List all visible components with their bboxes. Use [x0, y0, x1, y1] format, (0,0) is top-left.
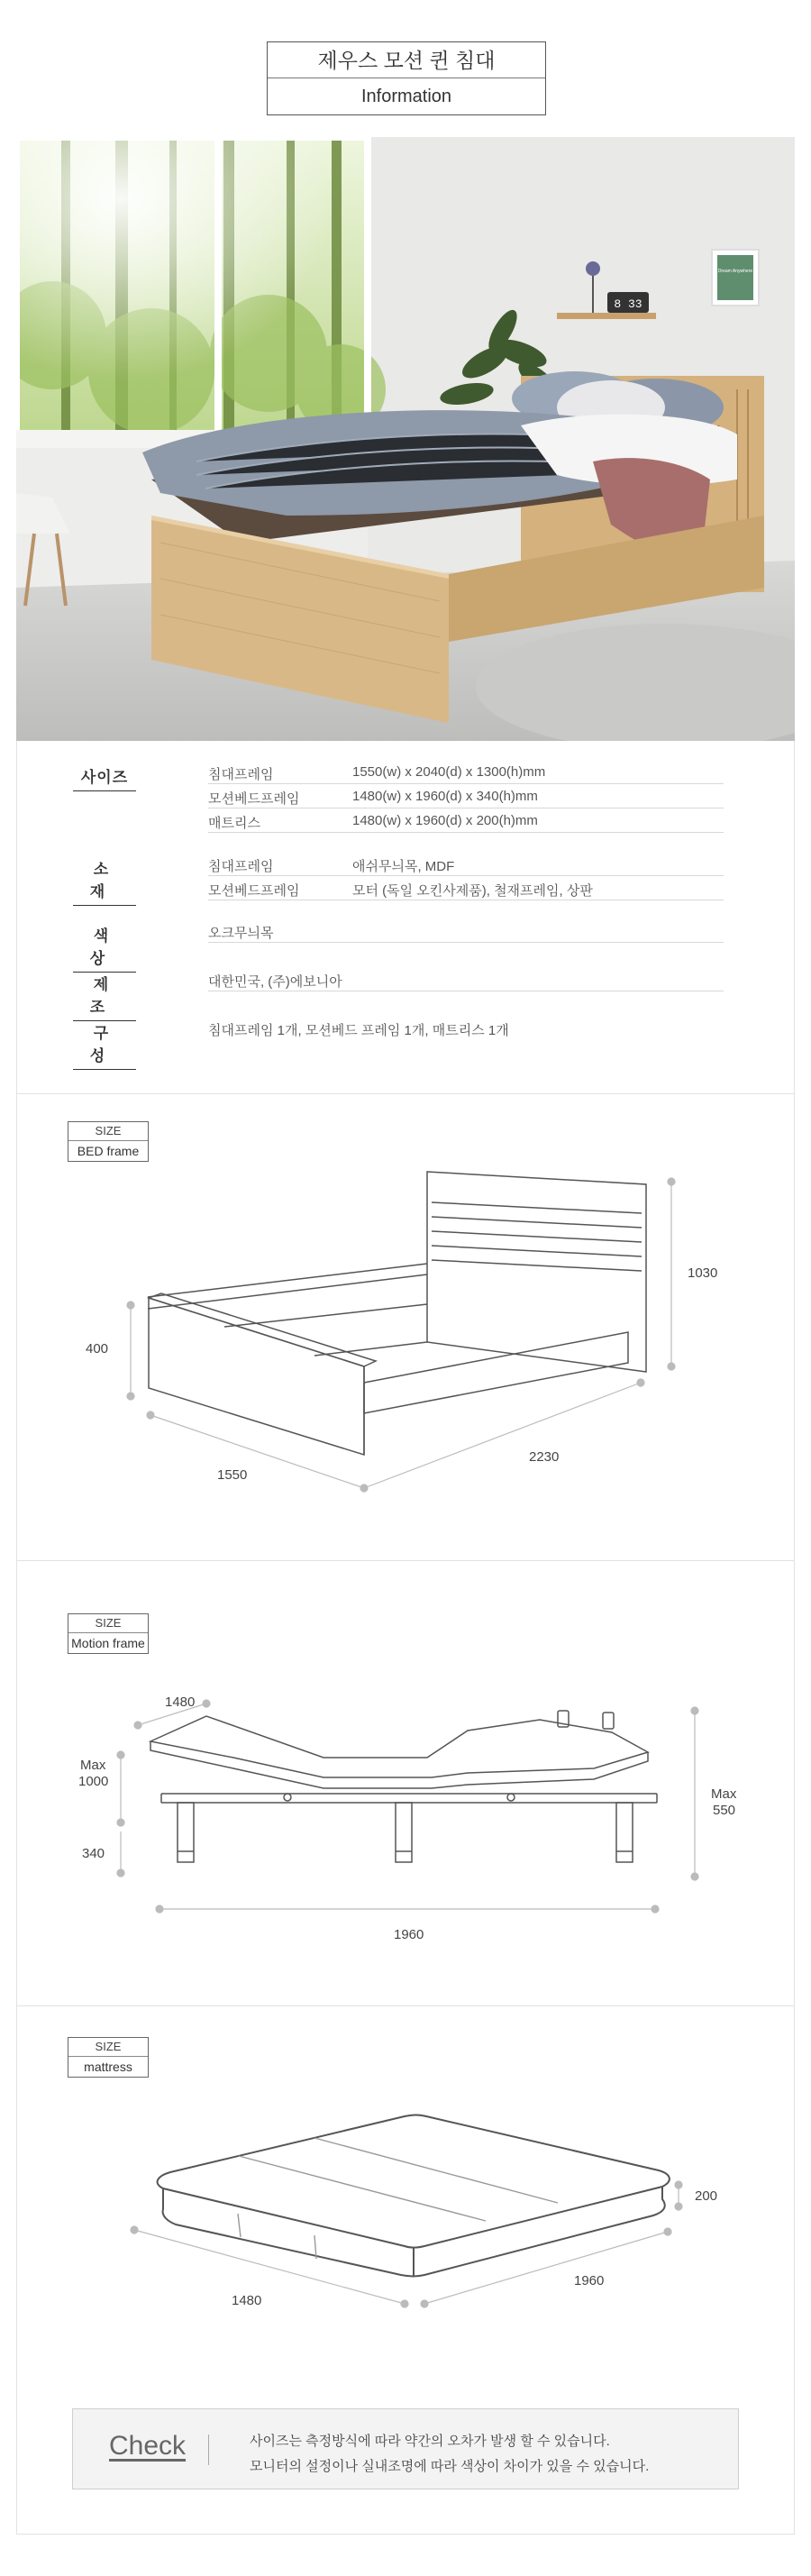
spec-item-value: 모터 (독일 오킨사제품), 철재프레임, 상판 — [352, 883, 593, 899]
spec-label: 소재 — [73, 856, 136, 906]
spec-label: 제조 — [73, 972, 136, 1021]
spec-item-value: 1480(w) x 1960(d) x 340(h)mm — [352, 789, 538, 804]
frame-text: Dream Anywhere — [717, 269, 753, 274]
spec-item-value: 애쉬무늬목, MDF — [352, 859, 455, 874]
size-tag-top: SIZE — [68, 1122, 148, 1141]
spec-item-name: 침대프레임 — [208, 767, 274, 782]
check-notice — [72, 2408, 739, 2489]
size-tag-top: SIZE — [68, 2038, 148, 2057]
product-title: 제우스 모션 퀸 침대 — [268, 42, 545, 78]
size-tag — [68, 1121, 149, 1162]
check-note-2: 모니터의 설정이나 실내조명에 따라 색상이 차이가 있을 수 있습니다. — [250, 2459, 650, 2474]
dim-height: 340 — [82, 1846, 105, 1861]
spec-item-value: 1480(w) x 1960(d) x 200(h)mm — [352, 813, 538, 828]
spec-label: 사이즈 — [73, 764, 136, 791]
dim-width: 1480 — [165, 1694, 196, 1710]
divider — [208, 2434, 209, 2465]
dim-height: 200 — [695, 2188, 718, 2204]
bed-frame-section — [16, 1094, 795, 1561]
size-tag-bottom: mattress — [84, 2060, 132, 2074]
divider — [208, 832, 724, 833]
dim-length: 1960 — [574, 2273, 605, 2288]
divider — [208, 783, 724, 784]
size-tag-bottom: BED frame — [77, 1144, 140, 1158]
dim-width: 1480 — [232, 2293, 262, 2308]
divider — [208, 942, 724, 943]
dim-length: 1960 — [394, 1927, 424, 1942]
spec-value: 오크무늬목 — [208, 926, 274, 941]
dim-width: 1550 — [217, 1467, 248, 1483]
divider — [208, 875, 724, 876]
size-tag — [68, 1613, 149, 1654]
spec-table — [16, 741, 795, 1094]
motion-frame-section — [16, 1561, 795, 2006]
dim-max-raise-value: 1000 — [78, 1774, 109, 1789]
product-subtitle: Information — [360, 87, 452, 106]
spec-item-name: 침대프레임 — [208, 859, 274, 874]
dim-max-raise-label: Max — [80, 1758, 106, 1773]
spec-value: 대한민국, (주)에보니아 — [208, 974, 342, 990]
bed-frame-diagram — [17, 1094, 796, 1561]
spec-label: 색상 — [73, 923, 136, 973]
check-title: Check — [109, 2431, 187, 2461]
dim-length: 2230 — [529, 1449, 560, 1465]
dim-max-foot-value: 550 — [713, 1803, 736, 1818]
spec-value: 침대프레임 1개, 모션베드 프레임 1개, 매트리스 1개 — [208, 1023, 509, 1038]
spec-label: 구성 — [73, 1020, 136, 1070]
dim-headboard-height: 1030 — [688, 1265, 718, 1281]
spec-item-name: 모션베드프레임 — [208, 883, 300, 899]
spec-item-name: 모션베드프레임 — [208, 791, 300, 807]
clock-text: 8 33 — [614, 297, 642, 311]
size-tag — [68, 2037, 149, 2078]
spec-item-value: 1550(w) x 2040(d) x 1300(h)mm — [352, 764, 546, 780]
check-note-1: 사이즈는 측정방식에 따라 약간의 오차가 발생 할 수 있습니다. — [250, 2434, 610, 2449]
product-photo — [16, 137, 795, 741]
spec-item-name: 매트리스 — [208, 816, 260, 831]
dim-footboard-height: 400 — [86, 1341, 109, 1357]
product-title-box — [267, 41, 546, 115]
dim-max-foot-label: Max — [711, 1786, 737, 1802]
size-tag-bottom: Motion frame — [71, 1636, 145, 1650]
size-tag-top: SIZE — [68, 1614, 148, 1633]
